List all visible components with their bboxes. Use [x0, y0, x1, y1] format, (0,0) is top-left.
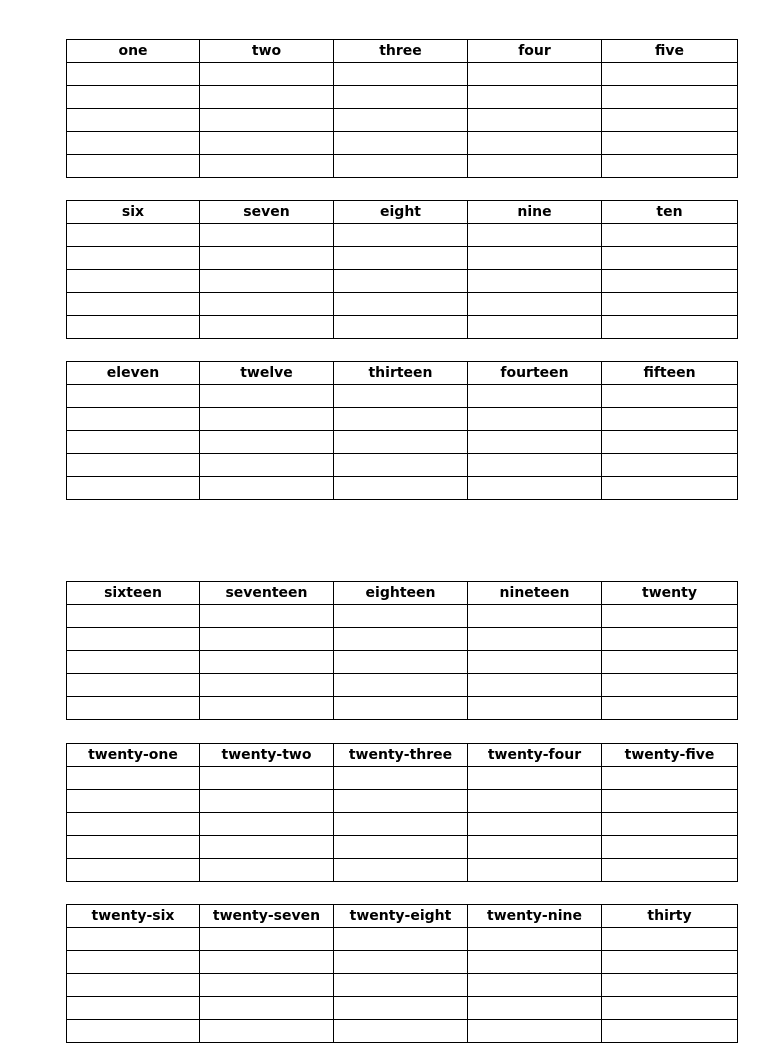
blank-cell[interactable]: [602, 951, 738, 974]
blank-cell[interactable]: [67, 86, 200, 109]
blank-cell[interactable]: [468, 697, 602, 720]
blank-cell[interactable]: [67, 836, 200, 859]
blank-cell[interactable]: [468, 790, 602, 813]
table-row: [67, 270, 738, 293]
blank-cell[interactable]: [200, 651, 334, 674]
blank-cell[interactable]: [200, 1020, 334, 1043]
table-row: [67, 974, 738, 997]
blank-cell[interactable]: [602, 836, 738, 859]
column-header: twenty-four: [468, 744, 602, 767]
blank-cell[interactable]: [334, 132, 468, 155]
column-header: twenty-nine: [468, 905, 602, 928]
blank-cell[interactable]: [602, 651, 738, 674]
table-row: [67, 132, 738, 155]
column-header: eight: [334, 201, 468, 224]
column-header: six: [67, 201, 200, 224]
table-row: [67, 697, 738, 720]
table-row: [67, 316, 738, 339]
blank-cell[interactable]: [67, 859, 200, 882]
blank-cell[interactable]: [334, 836, 468, 859]
blank-cell[interactable]: [200, 132, 334, 155]
blank-cell[interactable]: [334, 651, 468, 674]
blank-cell[interactable]: [468, 316, 602, 339]
table-row: [67, 674, 738, 697]
blank-cell[interactable]: [200, 859, 334, 882]
blank-cell[interactable]: [602, 628, 738, 651]
blank-cell[interactable]: [200, 628, 334, 651]
table-header-row: [67, 201, 738, 224]
blank-cell[interactable]: [200, 224, 334, 247]
blank-cell[interactable]: [67, 247, 200, 270]
blank-cell[interactable]: [200, 454, 334, 477]
column-header: twenty-seven: [200, 905, 334, 928]
blank-cell[interactable]: [468, 813, 602, 836]
blank-cell[interactable]: [334, 628, 468, 651]
blank-cell[interactable]: [468, 247, 602, 270]
table-header-row: [67, 905, 738, 928]
blank-cell[interactable]: [334, 477, 468, 500]
blank-cell[interactable]: [602, 674, 738, 697]
column-header: thirty: [602, 905, 738, 928]
blank-cell[interactable]: [200, 109, 334, 132]
table-row: [67, 431, 738, 454]
blank-cell[interactable]: [334, 293, 468, 316]
blank-cell[interactable]: [602, 767, 738, 790]
blank-cell[interactable]: [67, 813, 200, 836]
blank-cell[interactable]: [334, 1020, 468, 1043]
blank-cell[interactable]: [334, 813, 468, 836]
table-header-row: [67, 362, 738, 385]
number-table-twenty-six-to-thirty: [66, 904, 738, 1043]
column-header: one: [67, 40, 200, 63]
column-header: five: [602, 40, 738, 63]
blank-cell[interactable]: [468, 109, 602, 132]
blank-cell[interactable]: [334, 674, 468, 697]
blank-cell[interactable]: [602, 974, 738, 997]
blank-cell[interactable]: [602, 790, 738, 813]
blank-cell[interactable]: [468, 674, 602, 697]
blank-cell[interactable]: [67, 132, 200, 155]
blank-cell[interactable]: [602, 697, 738, 720]
table-row: [67, 224, 738, 247]
blank-cell[interactable]: [468, 454, 602, 477]
blank-cell[interactable]: [602, 224, 738, 247]
blank-cell[interactable]: [200, 270, 334, 293]
blank-cell[interactable]: [602, 63, 738, 86]
blank-cell[interactable]: [200, 431, 334, 454]
table-row: [67, 247, 738, 270]
blank-cell[interactable]: [67, 316, 200, 339]
blank-cell[interactable]: [334, 270, 468, 293]
table-row: [67, 928, 738, 951]
blank-cell[interactable]: [468, 431, 602, 454]
blank-cell[interactable]: [200, 385, 334, 408]
table-row: [67, 1020, 738, 1043]
blank-cell[interactable]: [334, 385, 468, 408]
blank-cell[interactable]: [468, 408, 602, 431]
blank-cell[interactable]: [468, 651, 602, 674]
table-row: [67, 997, 738, 1020]
blank-cell[interactable]: [200, 316, 334, 339]
column-header: twenty: [602, 582, 738, 605]
number-table-six-to-ten: [66, 200, 738, 339]
blank-cell[interactable]: [602, 247, 738, 270]
blank-cell[interactable]: [334, 974, 468, 997]
blank-cell[interactable]: [468, 63, 602, 86]
column-header: twenty-two: [200, 744, 334, 767]
table-row: [67, 63, 738, 86]
blank-cell[interactable]: [67, 385, 200, 408]
table-row: [67, 86, 738, 109]
blank-cell[interactable]: [468, 270, 602, 293]
column-header: fifteen: [602, 362, 738, 385]
table-row: [67, 408, 738, 431]
blank-cell[interactable]: [602, 997, 738, 1020]
blank-cell[interactable]: [334, 605, 468, 628]
blank-cell[interactable]: [200, 247, 334, 270]
blank-cell[interactable]: [200, 836, 334, 859]
blank-cell[interactable]: [67, 767, 200, 790]
blank-cell[interactable]: [200, 974, 334, 997]
blank-cell[interactable]: [602, 270, 738, 293]
blank-cell[interactable]: [67, 293, 200, 316]
column-header: two: [200, 40, 334, 63]
table-row: [67, 859, 738, 882]
blank-cell[interactable]: [468, 224, 602, 247]
table-row: [67, 651, 738, 674]
blank-cell[interactable]: [468, 477, 602, 500]
column-header: seven: [200, 201, 334, 224]
blank-cell[interactable]: [602, 1020, 738, 1043]
blank-cell[interactable]: [334, 63, 468, 86]
blank-cell[interactable]: [200, 997, 334, 1020]
blank-cell[interactable]: [67, 628, 200, 651]
blank-cell[interactable]: [468, 928, 602, 951]
number-table-sixteen-to-twenty: [66, 581, 738, 720]
blank-cell[interactable]: [67, 109, 200, 132]
blank-cell[interactable]: [602, 431, 738, 454]
blank-cell[interactable]: [200, 813, 334, 836]
column-header: eighteen: [334, 582, 468, 605]
column-header: eleven: [67, 362, 200, 385]
table-header-row: [67, 582, 738, 605]
blank-cell[interactable]: [468, 155, 602, 178]
number-table-eleven-to-fifteen: [66, 361, 738, 500]
blank-cell[interactable]: [200, 790, 334, 813]
table-header-row: [67, 744, 738, 767]
blank-cell[interactable]: [334, 86, 468, 109]
column-header: nine: [468, 201, 602, 224]
table-row: [67, 477, 738, 500]
blank-cell[interactable]: [67, 1020, 200, 1043]
table-row: [67, 293, 738, 316]
column-header: twenty-three: [334, 744, 468, 767]
blank-cell[interactable]: [334, 859, 468, 882]
blank-cell[interactable]: [67, 651, 200, 674]
blank-cell[interactable]: [200, 674, 334, 697]
blank-cell[interactable]: [602, 813, 738, 836]
blank-cell[interactable]: [602, 385, 738, 408]
blank-cell[interactable]: [602, 408, 738, 431]
blank-cell[interactable]: [468, 951, 602, 974]
blank-cell[interactable]: [468, 86, 602, 109]
blank-cell[interactable]: [200, 63, 334, 86]
blank-cell[interactable]: [602, 109, 738, 132]
blank-cell[interactable]: [334, 951, 468, 974]
blank-cell[interactable]: [67, 974, 200, 997]
blank-cell[interactable]: [67, 408, 200, 431]
blank-cell[interactable]: [67, 605, 200, 628]
blank-cell[interactable]: [602, 132, 738, 155]
blank-cell[interactable]: [67, 951, 200, 974]
blank-cell[interactable]: [67, 928, 200, 951]
blank-cell[interactable]: [468, 628, 602, 651]
blank-cell[interactable]: [468, 132, 602, 155]
blank-cell[interactable]: [67, 997, 200, 1020]
column-header: twenty-six: [67, 905, 200, 928]
blank-cell[interactable]: [468, 997, 602, 1020]
column-header: twenty-eight: [334, 905, 468, 928]
blank-cell[interactable]: [67, 454, 200, 477]
blank-cell[interactable]: [200, 408, 334, 431]
blank-cell[interactable]: [200, 928, 334, 951]
blank-cell[interactable]: [602, 86, 738, 109]
blank-cell[interactable]: [200, 697, 334, 720]
blank-cell[interactable]: [334, 109, 468, 132]
blank-cell[interactable]: [334, 790, 468, 813]
blank-cell[interactable]: [334, 697, 468, 720]
blank-cell[interactable]: [334, 408, 468, 431]
blank-cell[interactable]: [200, 767, 334, 790]
table-row: [67, 155, 738, 178]
blank-cell[interactable]: [67, 697, 200, 720]
table-row: [67, 605, 738, 628]
blank-cell[interactable]: [602, 605, 738, 628]
column-header: twelve: [200, 362, 334, 385]
blank-cell[interactable]: [200, 951, 334, 974]
blank-cell[interactable]: [468, 293, 602, 316]
column-header: twenty-five: [602, 744, 738, 767]
column-header: seventeen: [200, 582, 334, 605]
column-header: four: [468, 40, 602, 63]
blank-cell[interactable]: [468, 836, 602, 859]
blank-cell[interactable]: [334, 431, 468, 454]
column-header: fourteen: [468, 362, 602, 385]
number-table-twenty-one-to-twenty-five: [66, 743, 738, 882]
blank-cell[interactable]: [602, 316, 738, 339]
blank-cell[interactable]: [334, 247, 468, 270]
blank-cell[interactable]: [67, 224, 200, 247]
blank-cell[interactable]: [602, 293, 738, 316]
blank-cell[interactable]: [200, 477, 334, 500]
table-row: [67, 628, 738, 651]
blank-cell[interactable]: [334, 224, 468, 247]
column-header: nineteen: [468, 582, 602, 605]
blank-cell[interactable]: [334, 997, 468, 1020]
blank-cell[interactable]: [200, 605, 334, 628]
blank-cell[interactable]: [67, 674, 200, 697]
blank-cell[interactable]: [200, 86, 334, 109]
blank-cell[interactable]: [67, 270, 200, 293]
blank-cell[interactable]: [468, 1020, 602, 1043]
column-header: three: [334, 40, 468, 63]
table-header-row: [67, 40, 738, 63]
blank-cell[interactable]: [334, 928, 468, 951]
blank-cell[interactable]: [67, 477, 200, 500]
blank-cell[interactable]: [200, 293, 334, 316]
table-row: [67, 385, 738, 408]
blank-cell[interactable]: [602, 155, 738, 178]
table-row: [67, 836, 738, 859]
table-row: [67, 790, 738, 813]
blank-cell[interactable]: [468, 385, 602, 408]
blank-cell[interactable]: [468, 859, 602, 882]
column-header: thirteen: [334, 362, 468, 385]
blank-cell[interactable]: [67, 155, 200, 178]
table-row: [67, 951, 738, 974]
table-row: [67, 767, 738, 790]
column-header: twenty-one: [67, 744, 200, 767]
blank-cell[interactable]: [334, 454, 468, 477]
number-table-one-to-five: [66, 39, 738, 178]
blank-cell[interactable]: [602, 859, 738, 882]
column-header: sixteen: [67, 582, 200, 605]
table-row: [67, 109, 738, 132]
table-row: [67, 454, 738, 477]
blank-cell[interactable]: [334, 767, 468, 790]
column-header: ten: [602, 201, 738, 224]
blank-cell[interactable]: [468, 605, 602, 628]
blank-cell[interactable]: [200, 155, 334, 178]
blank-cell[interactable]: [602, 454, 738, 477]
table-row: [67, 813, 738, 836]
blank-cell[interactable]: [67, 790, 200, 813]
blank-cell[interactable]: [602, 928, 738, 951]
blank-cell[interactable]: [468, 767, 602, 790]
blank-cell[interactable]: [468, 974, 602, 997]
blank-cell[interactable]: [334, 316, 468, 339]
blank-cell[interactable]: [334, 155, 468, 178]
blank-cell[interactable]: [67, 63, 200, 86]
blank-cell[interactable]: [602, 477, 738, 500]
blank-cell[interactable]: [67, 431, 200, 454]
